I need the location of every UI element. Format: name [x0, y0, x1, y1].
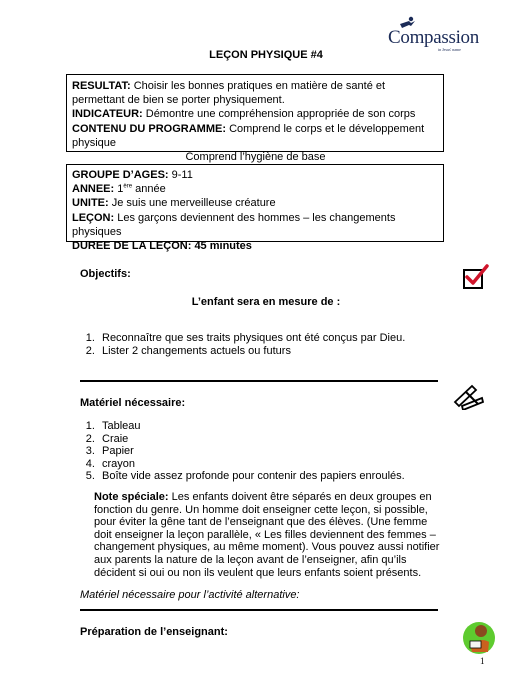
materiel-heading: Matériel nécessaire: — [80, 397, 186, 409]
page-title: LEÇON PHYSIQUE #4 — [209, 49, 323, 61]
lesson-info-box — [66, 164, 444, 253]
objectifs-subheading: L’enfant sera en mesure de : — [191, 296, 341, 308]
page-number: 1 — [480, 656, 485, 666]
duree-label: DUREE DE LA LEÇON: — [72, 240, 192, 253]
annee-word: année — [135, 183, 166, 196]
indicateur-label: INDICATEUR: — [72, 108, 143, 121]
special-note — [94, 491, 440, 579]
groupe-row — [72, 168, 439, 182]
unite-value: Je suis une merveilleuse créature — [111, 197, 276, 210]
logo-tagline: in Jesus' name — [438, 47, 461, 52]
duree-row — [72, 239, 439, 253]
list-item: 1. Reconnaître que ses traits physiques ont été conçus par Dieu. — [98, 332, 458, 345]
resultat-row — [72, 79, 439, 107]
contenu-row — [72, 122, 439, 150]
unite-label: UNITE: — [72, 197, 109, 210]
lecon-value: Les garçons deviennent des hommes – les changements physiques — [72, 211, 396, 238]
annee-row — [72, 182, 439, 196]
annee-sup: ère — [123, 183, 133, 190]
indicateur-row — [72, 107, 439, 121]
contenu-value-2: Comprend l’hygiène de base — [185, 151, 326, 164]
checkbox-check-icon — [462, 262, 490, 290]
divider — [80, 609, 438, 611]
lecon-label: LEÇON: — [72, 211, 115, 224]
list-item: 2. Lister 2 changements actuels ou futurs — [98, 345, 458, 358]
teacher-reading-icon — [462, 618, 496, 658]
divider — [80, 380, 438, 382]
special-note-label: Note spéciale: — [94, 491, 169, 503]
objectifs-heading: Objectifs: — [80, 268, 131, 280]
alternative-material: Matériel nécessaire pour l’activité alternative: — [80, 589, 300, 601]
resultat-value: Choisir les bonnes pratiques en matière de santé et permettant de bien se porter physiquement. — [72, 80, 386, 107]
groupe-value: 9-11 — [171, 169, 193, 181]
list-item: 4. crayon — [98, 458, 468, 471]
list-item: 5. Boîte vide assez profonde pour contenir des papiers enroulés. — [98, 470, 468, 483]
lecon-row — [72, 211, 439, 239]
list-item: 2. Craie — [98, 433, 468, 446]
logo-text: Compassion — [388, 27, 479, 48]
contenu-value-1: Comprend le corps et le développement physique — [72, 122, 425, 149]
materiel-list — [74, 420, 468, 483]
outcome-box — [66, 74, 444, 164]
groupe-label: GROUPE D’AGES: — [72, 169, 169, 181]
preparation-heading: Préparation de l’enseignant: — [80, 626, 228, 638]
compassion-logo — [386, 18, 482, 52]
special-note-text: Les enfants doivent être séparés en deux groupes en fonction du genre. Un homme doit enseigner cette leçon, si possible, pour éviter la gêne tant de l’enseignant que des élèves. (Une femme doit enseigner la leçon parallèle, « Les filles deviennent des femmes – changement physiques, au même moment). Vous pouvez aussi notifier aux parents la nature de la leçon avant de l’enseigner, afin qu’ils décident si oui ou non ils veulent que leurs enfants soient présents. — [94, 491, 440, 579]
objectifs-list — [74, 332, 458, 357]
annee-label: ANNEE: — [72, 183, 115, 196]
list-item: 1. Tableau — [98, 420, 468, 433]
resultat-label: RESULTAT: — [72, 80, 131, 92]
pencil-tools-icon — [452, 382, 486, 410]
annee-number: 1 — [117, 183, 124, 196]
duree-value: 45 minutes — [194, 240, 252, 253]
unite-row — [72, 196, 439, 210]
list-item: 3. Papier — [98, 445, 468, 458]
contenu-label: CONTENU DU PROGRAMME: — [72, 122, 226, 135]
indicateur-value: Démontre une compréhension appropriée de son corps — [145, 108, 416, 121]
